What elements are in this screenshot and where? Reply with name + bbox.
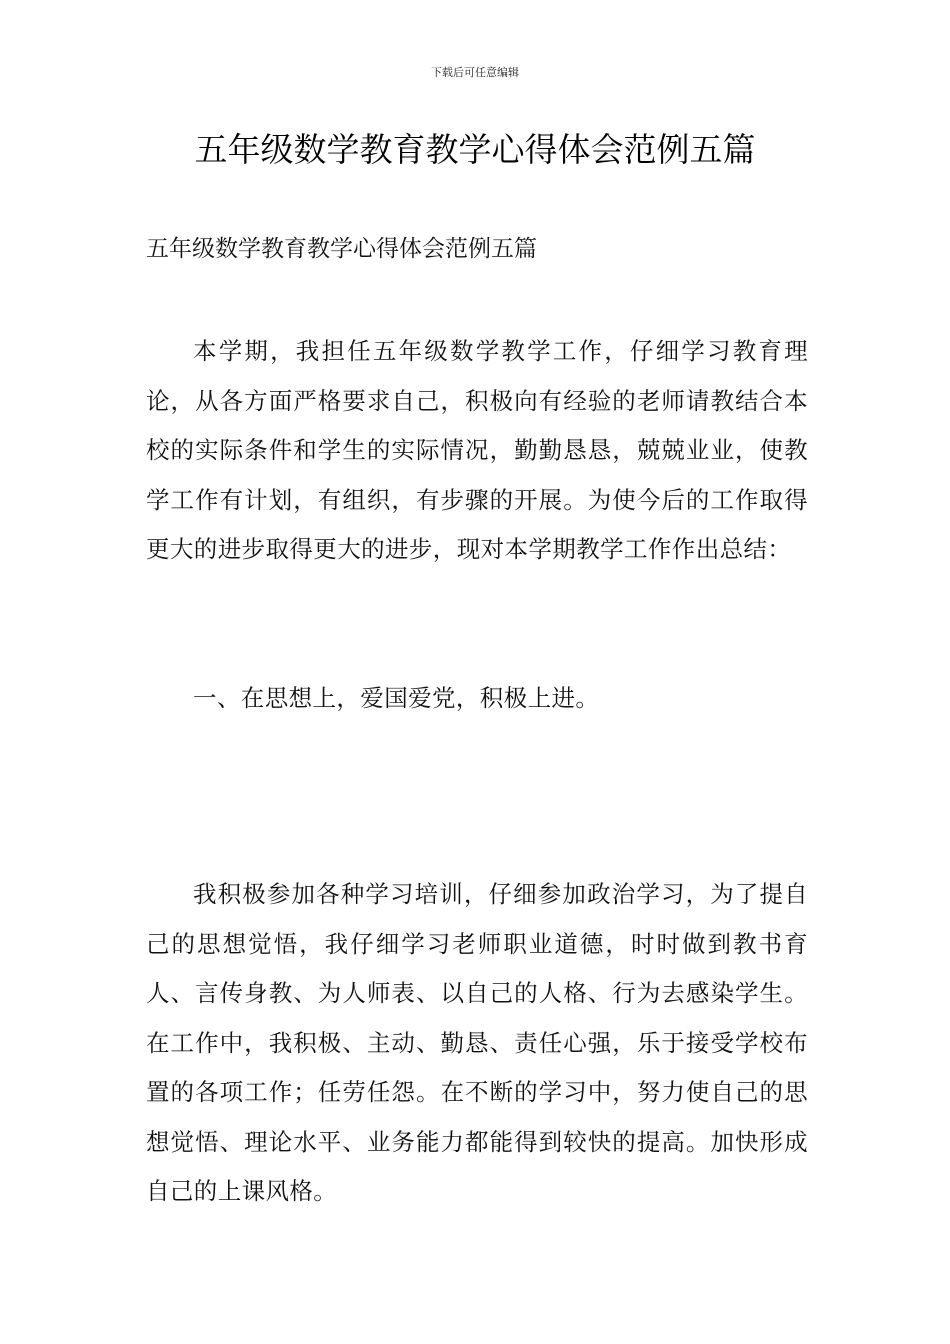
document-subtitle: 五年级数学教育教学心得体会范例五篇 — [146, 236, 537, 262]
section-heading-ideology: 一、在思想上，爱国爱党，积极上进。 — [193, 684, 600, 712]
paragraph-learning: 我积极参加各种学习培训，仔细参加政治学习，为了提自己的思想觉悟，我仔细学习老师职业道德，时时做到教书育人、言传身教、为人师表、以自己的人格、行为去感染学生。在工作中，我积极、主动、勤恳、责任心强，乐于接受学校布置的各项工作；任劳任怨。在不断的学习中，努力使自己的思想觉悟、理论水平、业务能力都能得到较快的提高。加快形成自己的上课风格。 — [146, 880, 808, 1205]
header-note: 下载后可任意编辑 — [431, 66, 519, 79]
document-title: 五年级数学教育教学心得体会范例五篇 — [194, 130, 756, 169]
paragraph-intro: 本学期，我担任五年级数学教学工作，仔细学习教育理论，从各方面严格要求自己，积极向有经验的老师请教结合本校的实际条件和学生的实际情况，勤勤恳恳，兢兢业业，使教学工作有计划，有组织，有步骤的开展。为使今后的工作取得更大的进步取得更大的进步，现对本学期教学工作作出总结： — [146, 337, 808, 563]
